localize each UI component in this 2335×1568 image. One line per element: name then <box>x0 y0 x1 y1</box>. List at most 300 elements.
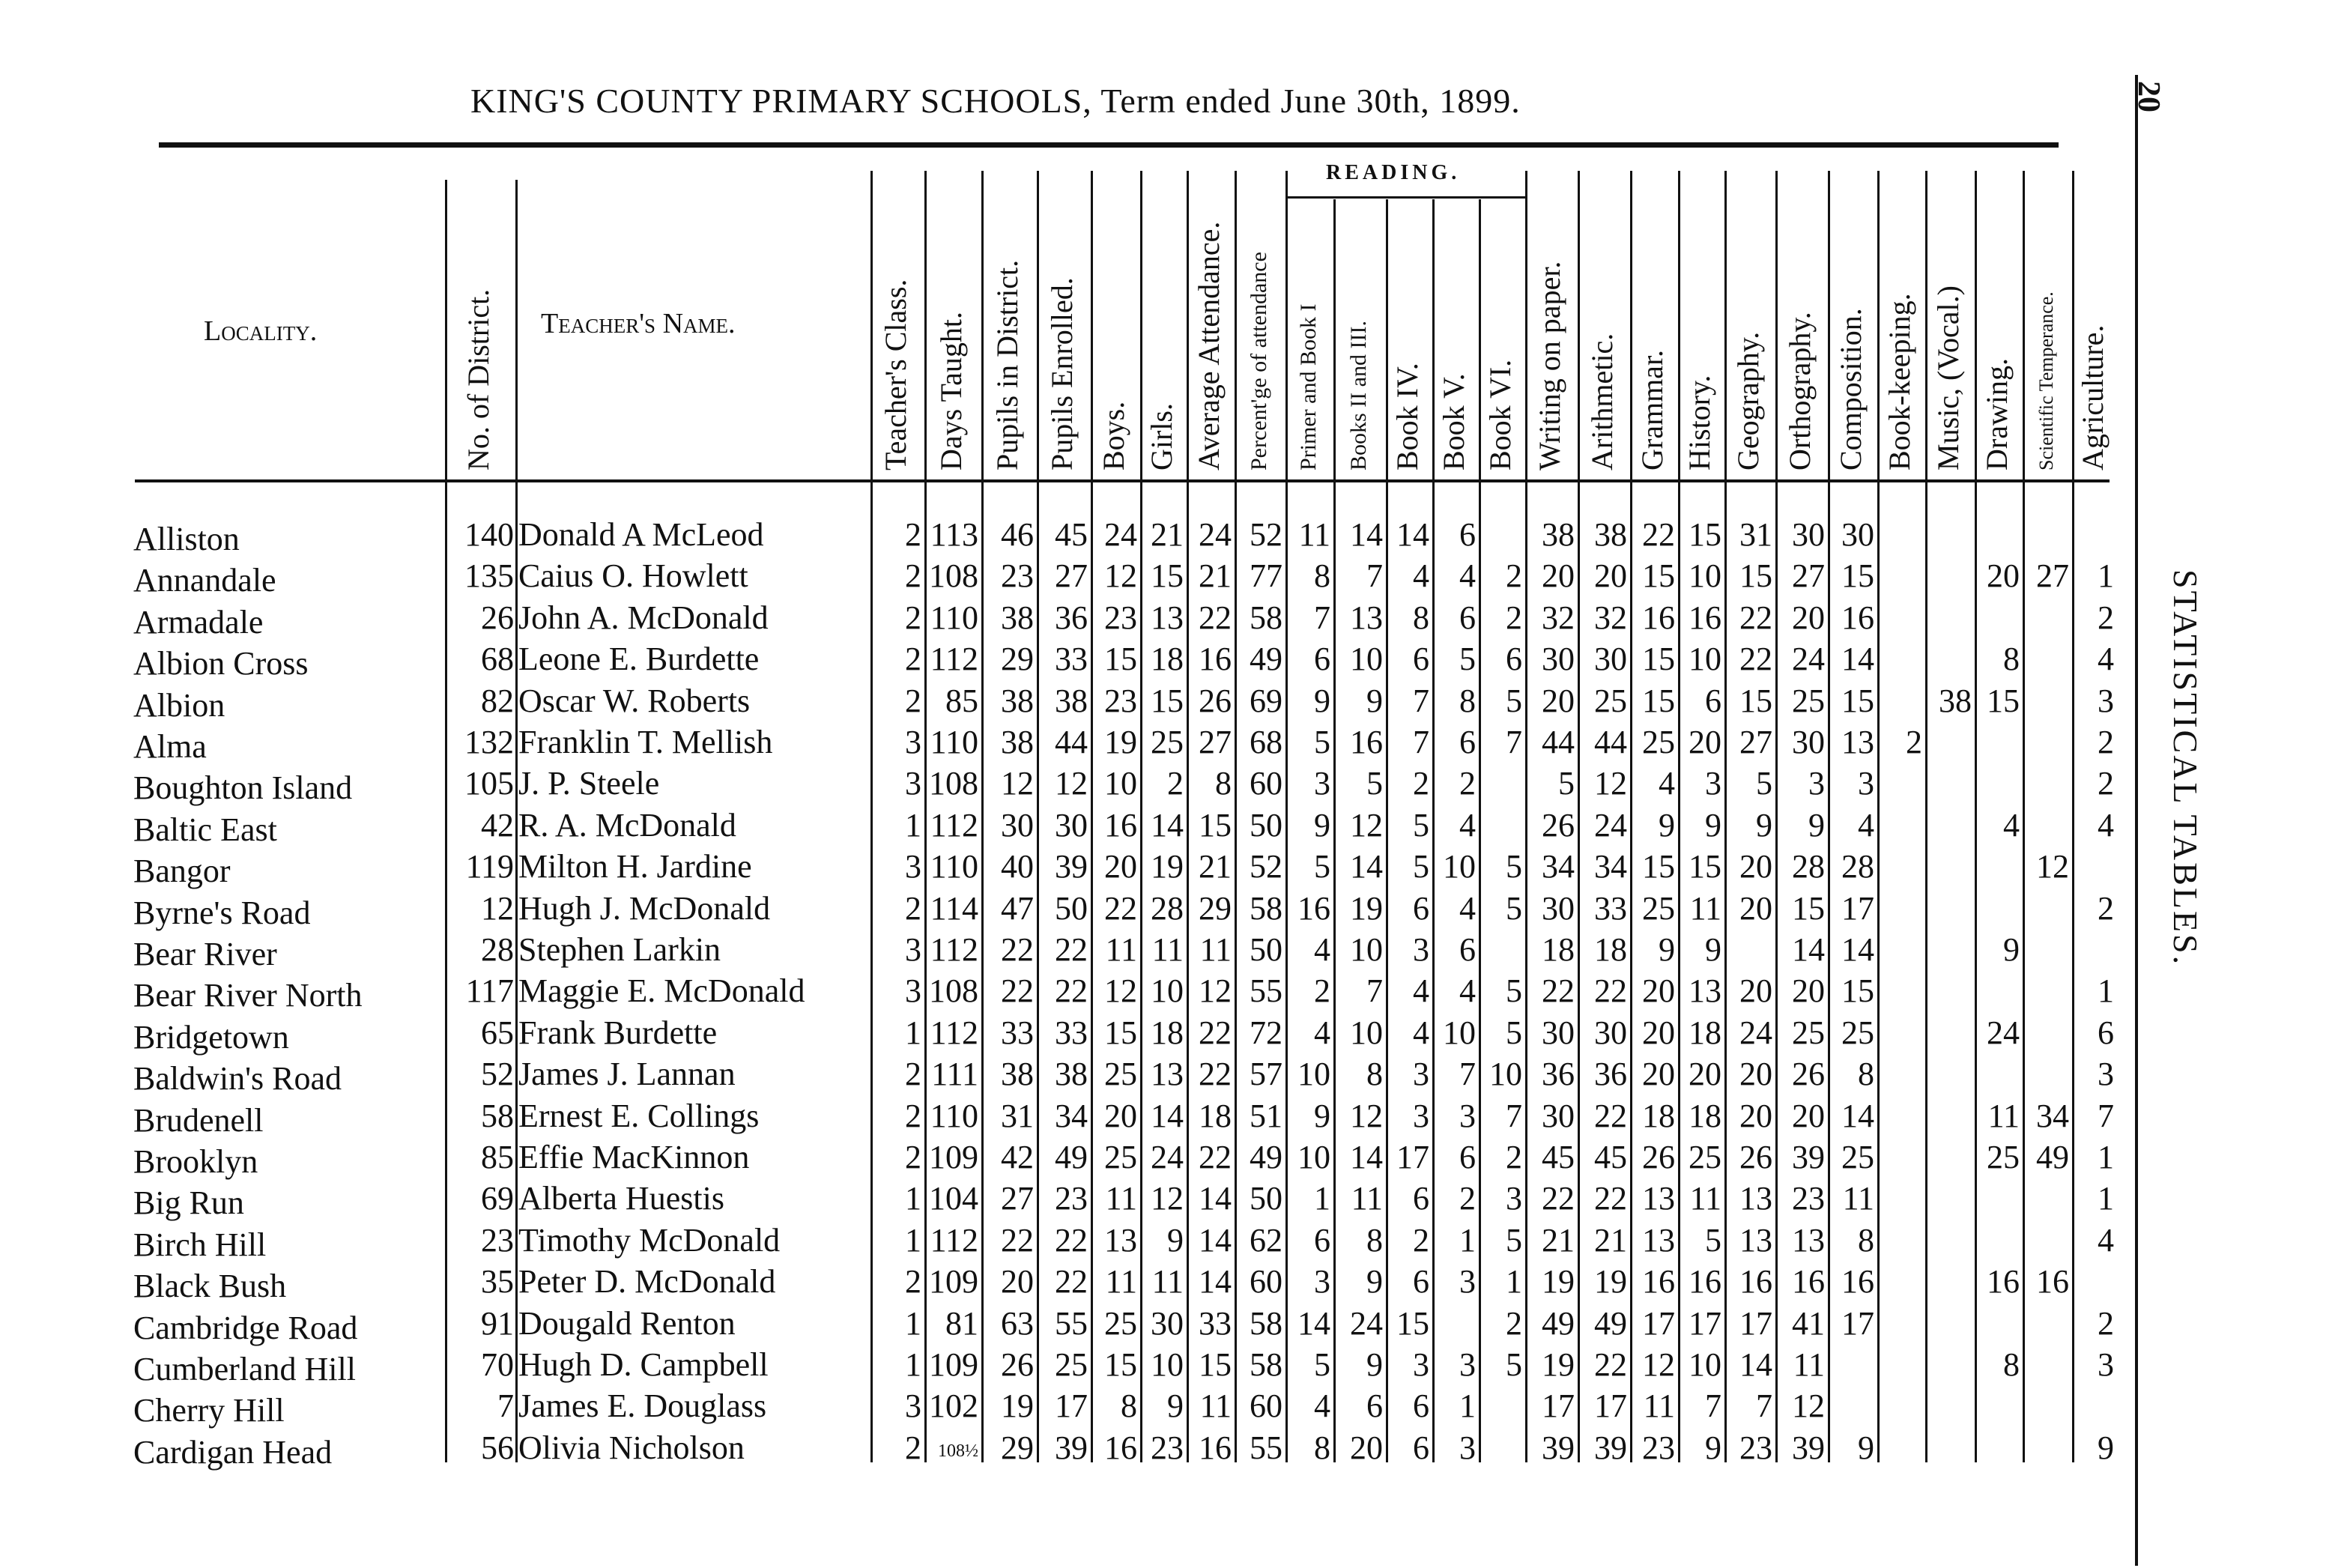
value-cell: 12 <box>1199 972 1232 1010</box>
value-cell: 22 <box>1739 599 1772 636</box>
value-cell: 16 <box>1350 724 1383 760</box>
value-cell: 6 <box>1314 641 1330 678</box>
value-cell: 22 <box>1739 641 1772 678</box>
value-cell: 9 <box>1366 1346 1383 1383</box>
value-cell: 45 <box>1542 1139 1575 1175</box>
column-header: Agriculture. <box>2076 324 2110 470</box>
value-cell: 21 <box>1151 516 1184 553</box>
value-cell: 15 <box>1104 1014 1137 1051</box>
value-cell: 2 <box>905 516 921 553</box>
value-cell: 2 <box>905 641 921 678</box>
value-cell: 9 <box>1705 931 1721 968</box>
value-cell: 16 <box>1104 806 1137 844</box>
value-cell: 40 <box>1001 848 1034 886</box>
value-cell: 22 <box>1055 1221 1088 1259</box>
teacher-name-cell: Peter D. McDonald <box>518 1263 776 1301</box>
value-cell: 6 <box>1459 599 1476 636</box>
value-cell: 3 <box>1459 1346 1476 1383</box>
value-cell: 110 <box>930 1097 978 1134</box>
value-cell: 30 <box>1542 641 1575 678</box>
value-cell: 12 <box>1001 765 1034 802</box>
value-cell: 2 <box>2098 889 2114 927</box>
district-cell: 85 <box>481 1139 514 1175</box>
locality-cell: Albion <box>133 686 225 724</box>
locality-cell: Cardigan Head <box>133 1433 333 1471</box>
value-cell: 10 <box>1350 931 1383 968</box>
locality-cell: Albion Cross <box>133 645 309 682</box>
reading-group-header: READING. <box>1326 161 1461 184</box>
value-cell: 58 <box>1250 1346 1282 1383</box>
value-cell: 14 <box>1151 806 1184 844</box>
value-cell: 6 <box>1459 1139 1476 1175</box>
header-bottom-rule <box>135 479 2110 482</box>
locality-cell: Black Bush <box>133 1268 287 1305</box>
column-header: Arithmetic. <box>1585 333 1619 470</box>
teacher-name-cell: Donald A McLeod <box>518 516 764 553</box>
value-cell: 50 <box>1250 806 1282 844</box>
value-cell: 55 <box>1250 1429 1282 1466</box>
locality-cell: Cambridge Road <box>133 1309 358 1346</box>
value-cell: 51 <box>1250 1097 1282 1134</box>
value-cell: 17 <box>1594 1387 1627 1425</box>
value-cell: 1 <box>905 1180 921 1217</box>
value-cell: 11 <box>1643 1387 1675 1425</box>
value-cell: 16 <box>1841 1263 1874 1301</box>
value-cell: 31 <box>1739 516 1772 553</box>
value-cell: 13 <box>1841 724 1874 760</box>
value-cell: 1 <box>905 1346 921 1383</box>
district-cell: 52 <box>481 1056 514 1093</box>
column-header: Pupils Enrolled. <box>1045 277 1079 470</box>
value-cell: 3 <box>1413 1097 1429 1134</box>
value-cell: 3 <box>2098 1056 2114 1093</box>
value-cell: 7 <box>1413 682 1429 719</box>
value-cell: 5 <box>1506 972 1522 1010</box>
value-cell: 31 <box>1001 1097 1034 1134</box>
value-cell: 109 <box>929 1346 978 1383</box>
value-cell: 42 <box>1001 1139 1034 1175</box>
value-cell: 10 <box>1689 557 1721 595</box>
value-cell: 11 <box>1105 1180 1137 1217</box>
value-cell: 12 <box>1642 1346 1675 1383</box>
value-cell: 29 <box>1001 641 1034 678</box>
value-cell: 110 <box>930 724 978 760</box>
value-cell: 30 <box>1542 889 1575 927</box>
value-cell: 20 <box>1001 1263 1034 1301</box>
value-cell: 49 <box>1250 641 1282 678</box>
value-cell: 4 <box>2098 1221 2114 1259</box>
value-cell: 7 <box>1413 724 1429 760</box>
value-cell: 6 <box>1459 724 1476 760</box>
value-cell: 2 <box>905 1056 921 1093</box>
value-cell: 15 <box>1689 848 1721 886</box>
value-cell: 34 <box>1542 848 1575 886</box>
value-cell: 49 <box>2036 1139 2069 1175</box>
value-cell: 15 <box>1151 557 1184 595</box>
value-cell: 13 <box>1642 1180 1675 1217</box>
value-cell: 38 <box>1001 599 1034 636</box>
value-cell: 15 <box>1739 557 1772 595</box>
value-cell: 15 <box>1396 1304 1429 1342</box>
value-cell: 39 <box>1055 1429 1088 1466</box>
value-cell: 4 <box>1659 765 1675 802</box>
value-cell: 2 <box>1314 972 1330 1010</box>
value-cell: 33 <box>1594 889 1627 927</box>
district-cell: 7 <box>497 1387 514 1425</box>
value-cell: 20 <box>1350 1429 1383 1466</box>
value-cell: 20 <box>1642 972 1675 1010</box>
value-cell: 26 <box>1199 682 1232 719</box>
value-cell: 15 <box>1689 516 1721 553</box>
value-cell: 57 <box>1250 1056 1282 1093</box>
value-cell: 10 <box>1350 1014 1383 1051</box>
value-cell: 5 <box>1506 1221 1522 1259</box>
value-cell: 109 <box>929 1139 978 1175</box>
column-divider <box>1925 171 1927 1462</box>
value-cell: 12 <box>1055 765 1088 802</box>
value-cell: 20 <box>1104 848 1137 886</box>
district-cell: 140 <box>464 516 514 553</box>
value-cell: 14 <box>1199 1263 1232 1301</box>
value-cell: 5 <box>1366 765 1383 802</box>
value-cell: 21 <box>1542 1221 1575 1259</box>
value-cell: 11 <box>1689 889 1721 927</box>
value-cell: 7 <box>1314 599 1330 636</box>
value-cell: 60 <box>1250 1263 1282 1301</box>
value-cell: 55 <box>1055 1304 1088 1342</box>
value-cell: 4 <box>2098 806 2114 844</box>
value-cell: 25 <box>1792 1014 1825 1051</box>
district-cell: 42 <box>481 806 514 844</box>
district-cell: 65 <box>481 1014 514 1051</box>
value-cell: 20 <box>1542 682 1575 719</box>
value-cell: 112 <box>930 1014 978 1051</box>
value-cell: 15 <box>1151 682 1184 719</box>
district-cell: 135 <box>464 557 514 595</box>
value-cell: 26 <box>1001 1346 1034 1383</box>
value-cell: 1 <box>2098 1139 2114 1175</box>
value-cell: 3 <box>1459 1097 1476 1134</box>
column-header: Book VI. <box>1483 359 1517 470</box>
value-cell: 10 <box>1297 1139 1330 1175</box>
teacher-name-cell: Dougald Renton <box>518 1304 736 1342</box>
value-cell: 1 <box>905 806 921 844</box>
value-cell: 108 <box>929 765 978 802</box>
value-cell: 4 <box>1459 557 1476 595</box>
teacher-name-cell: Leone E. Burdette <box>518 641 760 678</box>
value-cell: 20 <box>1987 557 2020 595</box>
value-cell: 6 <box>1413 889 1429 927</box>
value-cell: 49 <box>1250 1139 1282 1175</box>
value-cell: 3 <box>1413 1346 1429 1383</box>
value-cell: 8 <box>1459 682 1476 719</box>
value-cell: 30 <box>1542 1014 1575 1051</box>
value-cell: 50 <box>1250 1180 1282 1217</box>
value-cell: 22 <box>1055 972 1088 1010</box>
value-cell: 9 <box>1858 1429 1874 1466</box>
value-cell: 19 <box>1104 724 1137 760</box>
value-cell: 23 <box>1151 1429 1184 1466</box>
value-cell: 14 <box>1841 1097 1874 1134</box>
value-cell: 3 <box>1314 1263 1330 1301</box>
teacher-name-cell: James J. Lannan <box>518 1056 736 1093</box>
value-cell: 2 <box>1459 765 1476 802</box>
value-cell: 10 <box>1689 1346 1721 1383</box>
value-cell: 20 <box>1642 1056 1675 1093</box>
value-cell: 2 <box>1459 1180 1476 1217</box>
value-cell: 26 <box>1642 1139 1675 1175</box>
value-cell: 18 <box>1199 1097 1232 1134</box>
value-cell: 2 <box>1506 1139 1522 1175</box>
value-cell: 9 <box>1167 1387 1184 1425</box>
value-cell: 6 <box>2098 1014 2114 1051</box>
value-cell: 49 <box>1542 1304 1575 1342</box>
value-cell: 8 <box>1215 765 1232 802</box>
value-cell: 27 <box>2036 557 2069 595</box>
value-cell: 12 <box>1104 972 1137 1010</box>
value-cell: 4 <box>1459 889 1476 927</box>
value-cell: 6 <box>1413 1180 1429 1217</box>
value-cell: 4 <box>2003 806 2020 844</box>
locality-cell: Cumberland Hill <box>133 1351 356 1387</box>
value-cell: 6 <box>1314 1221 1330 1259</box>
value-cell: 3 <box>1506 1180 1522 1217</box>
value-cell: 2 <box>1906 724 1922 760</box>
value-cell: 5 <box>1459 641 1476 678</box>
value-cell: 3 <box>905 931 921 968</box>
value-cell: 33 <box>1055 641 1088 678</box>
value-cell: 25 <box>1792 682 1825 719</box>
value-cell: 10 <box>1443 848 1476 886</box>
value-cell: 3 <box>1413 931 1429 968</box>
column-header: Writing on paper. <box>1533 261 1566 470</box>
district-cell: 58 <box>481 1097 514 1134</box>
value-cell: 13 <box>1739 1221 1772 1259</box>
value-cell: 12 <box>1350 806 1383 844</box>
value-cell: 3 <box>905 848 921 886</box>
value-cell: 38 <box>1594 516 1627 553</box>
value-cell: 20 <box>1739 848 1772 886</box>
value-cell: 16 <box>1689 599 1721 636</box>
value-cell: 110 <box>930 848 978 886</box>
value-cell: 2 <box>905 599 921 636</box>
value-cell: 1 <box>2098 1180 2114 1217</box>
value-cell: 50 <box>1250 931 1282 968</box>
value-cell: 5 <box>1413 806 1429 844</box>
value-cell: 5 <box>1705 1221 1721 1259</box>
district-cell: 82 <box>481 682 514 719</box>
column-header: Teacher's Class. <box>879 279 912 470</box>
value-cell: 15 <box>1642 682 1675 719</box>
value-cell: 16 <box>1739 1263 1772 1301</box>
value-cell: 22 <box>1594 1180 1627 1217</box>
district-cell: 132 <box>464 724 514 760</box>
locality-cell: Baltic East <box>133 811 277 848</box>
value-cell: 16 <box>1642 599 1675 636</box>
teacher-name-cell: Hugh D. Campbell <box>518 1346 769 1383</box>
value-cell: 18 <box>1689 1097 1721 1134</box>
value-cell: 27 <box>1199 724 1232 760</box>
value-cell: 2 <box>1413 1221 1429 1259</box>
value-cell: 38 <box>1055 1056 1088 1093</box>
value-cell: 16 <box>1104 1429 1137 1466</box>
value-cell: 8 <box>2003 1346 2020 1383</box>
value-cell: 28 <box>1151 889 1184 927</box>
value-cell: 14 <box>1151 1097 1184 1134</box>
value-cell: 18 <box>1151 641 1184 678</box>
value-cell: 4 <box>2098 641 2114 678</box>
value-cell: 72 <box>1250 1014 1282 1051</box>
value-cell: 19 <box>1350 889 1383 927</box>
value-cell: 4 <box>1314 931 1330 968</box>
column-header: Composition. <box>1834 308 1868 470</box>
value-cell: 5 <box>1506 682 1522 719</box>
district-cell: 68 <box>481 641 514 678</box>
value-cell: 22 <box>1001 972 1034 1010</box>
value-cell: 10 <box>1297 1056 1330 1093</box>
value-cell: 16 <box>1987 1263 2020 1301</box>
value-cell: 14 <box>1297 1304 1330 1342</box>
value-cell: 8 <box>1858 1221 1874 1259</box>
value-cell: 27 <box>1001 1180 1034 1217</box>
locality-cell: Bear River <box>133 936 277 972</box>
value-cell: 102 <box>929 1387 978 1425</box>
column-header: No. of District. <box>461 288 495 470</box>
value-cell: 112 <box>930 931 978 968</box>
teacher-name-cell: Milton H. Jardine <box>518 848 752 886</box>
value-cell: 32 <box>1542 599 1575 636</box>
value-cell: 4 <box>1413 557 1429 595</box>
value-cell: 15 <box>1841 972 1874 1010</box>
value-cell: 34 <box>1055 1097 1088 1134</box>
value-cell: 3 <box>1413 1056 1429 1093</box>
teacher-name-cell: J. P. Steele <box>518 765 660 802</box>
value-cell: 17 <box>1642 1304 1675 1342</box>
locality-cell: Cherry Hill <box>133 1392 285 1429</box>
value-cell: 2 <box>905 682 921 719</box>
value-cell: 18 <box>1642 1097 1675 1134</box>
value-cell: 7 <box>1506 1097 1522 1134</box>
value-cell: 20 <box>1739 1056 1772 1093</box>
locality-cell: Armadale <box>133 603 264 641</box>
value-cell: 1 <box>905 1304 921 1342</box>
value-cell: 15 <box>1987 682 2020 719</box>
value-cell: 10 <box>1151 1346 1184 1383</box>
value-cell: 20 <box>1104 1097 1137 1134</box>
value-cell: 6 <box>1413 1263 1429 1301</box>
column-header: Average Attendance. <box>1192 221 1226 470</box>
column-header: History. <box>1683 375 1716 470</box>
value-cell: 23 <box>1055 1180 1088 1217</box>
value-cell: 30 <box>1792 724 1825 760</box>
value-cell: 22 <box>1055 1263 1088 1301</box>
value-cell: 13 <box>1350 599 1383 636</box>
value-cell: 2 <box>905 889 921 927</box>
value-cell: 7 <box>1756 1387 1772 1425</box>
top-rule <box>159 142 2059 148</box>
value-cell: 49 <box>1055 1139 1088 1175</box>
value-cell: 10 <box>1443 1014 1476 1051</box>
value-cell: 26 <box>1792 1056 1825 1093</box>
value-cell: 13 <box>1151 1056 1184 1093</box>
value-cell: 8 <box>1858 1056 1874 1093</box>
value-cell: 4 <box>1459 972 1476 1010</box>
teacher-name-cell: Caius O. Howlett <box>518 557 748 595</box>
district-cell: 56 <box>481 1429 514 1466</box>
value-cell: 27 <box>1739 724 1772 760</box>
value-cell: 12 <box>1151 1180 1184 1217</box>
teacher-name-cell: R. A. McDonald <box>518 806 736 844</box>
value-cell: 11 <box>1105 931 1137 968</box>
value-cell: 2 <box>2098 724 2114 760</box>
locality-cell: Baldwin's Road <box>133 1060 342 1098</box>
column-divider <box>515 180 518 1462</box>
value-cell: 10 <box>1350 641 1383 678</box>
value-cell: 22 <box>1199 1014 1232 1051</box>
value-cell: 5 <box>1314 724 1330 760</box>
value-cell: 7 <box>1705 1387 1721 1425</box>
locality-cell: Bangor <box>133 853 231 890</box>
value-cell: 15 <box>1642 641 1675 678</box>
locality-cell: Alma <box>133 728 207 765</box>
value-cell: 9 <box>1314 806 1330 844</box>
value-cell: 12 <box>1792 1387 1825 1425</box>
value-cell: 112 <box>930 806 978 844</box>
value-cell: 14 <box>1739 1346 1772 1383</box>
value-cell: 14 <box>1199 1221 1232 1259</box>
value-cell: 2 <box>1506 599 1522 636</box>
value-cell: 25 <box>1594 682 1627 719</box>
value-cell: 9 <box>1808 806 1825 844</box>
value-cell: 30 <box>1001 806 1034 844</box>
value-cell: 34 <box>1594 848 1627 886</box>
value-cell: 2 <box>2098 765 2114 802</box>
column-header: Book V. <box>1437 373 1471 470</box>
locality-cell: Big Run <box>133 1184 244 1222</box>
value-cell: 23 <box>1739 1429 1772 1466</box>
value-cell: 39 <box>1792 1139 1825 1175</box>
value-cell: 17 <box>1841 889 1874 927</box>
value-cell: 14 <box>1841 931 1874 968</box>
value-cell: 3 <box>905 1387 921 1425</box>
value-cell: 16 <box>1199 1429 1232 1466</box>
value-cell: 39 <box>1542 1429 1575 1466</box>
value-cell: 30 <box>1151 1304 1184 1342</box>
value-cell: 11 <box>1689 1180 1721 1217</box>
value-cell: 6 <box>1413 1387 1429 1425</box>
value-cell: 1 <box>2098 557 2114 595</box>
value-cell: 2 <box>1167 765 1184 802</box>
value-cell: 38 <box>1001 682 1034 719</box>
teacher-name-cell: Maggie E. McDonald <box>518 972 805 1010</box>
value-cell: 24 <box>1151 1139 1184 1175</box>
value-cell: 29 <box>1001 1429 1034 1466</box>
value-cell: 44 <box>1594 724 1627 760</box>
value-cell: 8 <box>1314 1429 1330 1466</box>
value-cell: 25 <box>1841 1139 1874 1175</box>
value-cell: 11 <box>1199 931 1232 968</box>
value-cell: 44 <box>1055 724 1088 760</box>
value-cell: 5 <box>1314 1346 1330 1383</box>
value-cell: 9 <box>1659 931 1675 968</box>
value-cell: 22 <box>1001 931 1034 968</box>
value-cell: 15 <box>1642 848 1675 886</box>
value-cell: 7 <box>1366 972 1383 1010</box>
value-cell: 10 <box>1104 765 1137 802</box>
value-cell: 52 <box>1250 516 1282 553</box>
district-cell: 119 <box>465 848 514 886</box>
value-cell: 68 <box>1250 724 1282 760</box>
